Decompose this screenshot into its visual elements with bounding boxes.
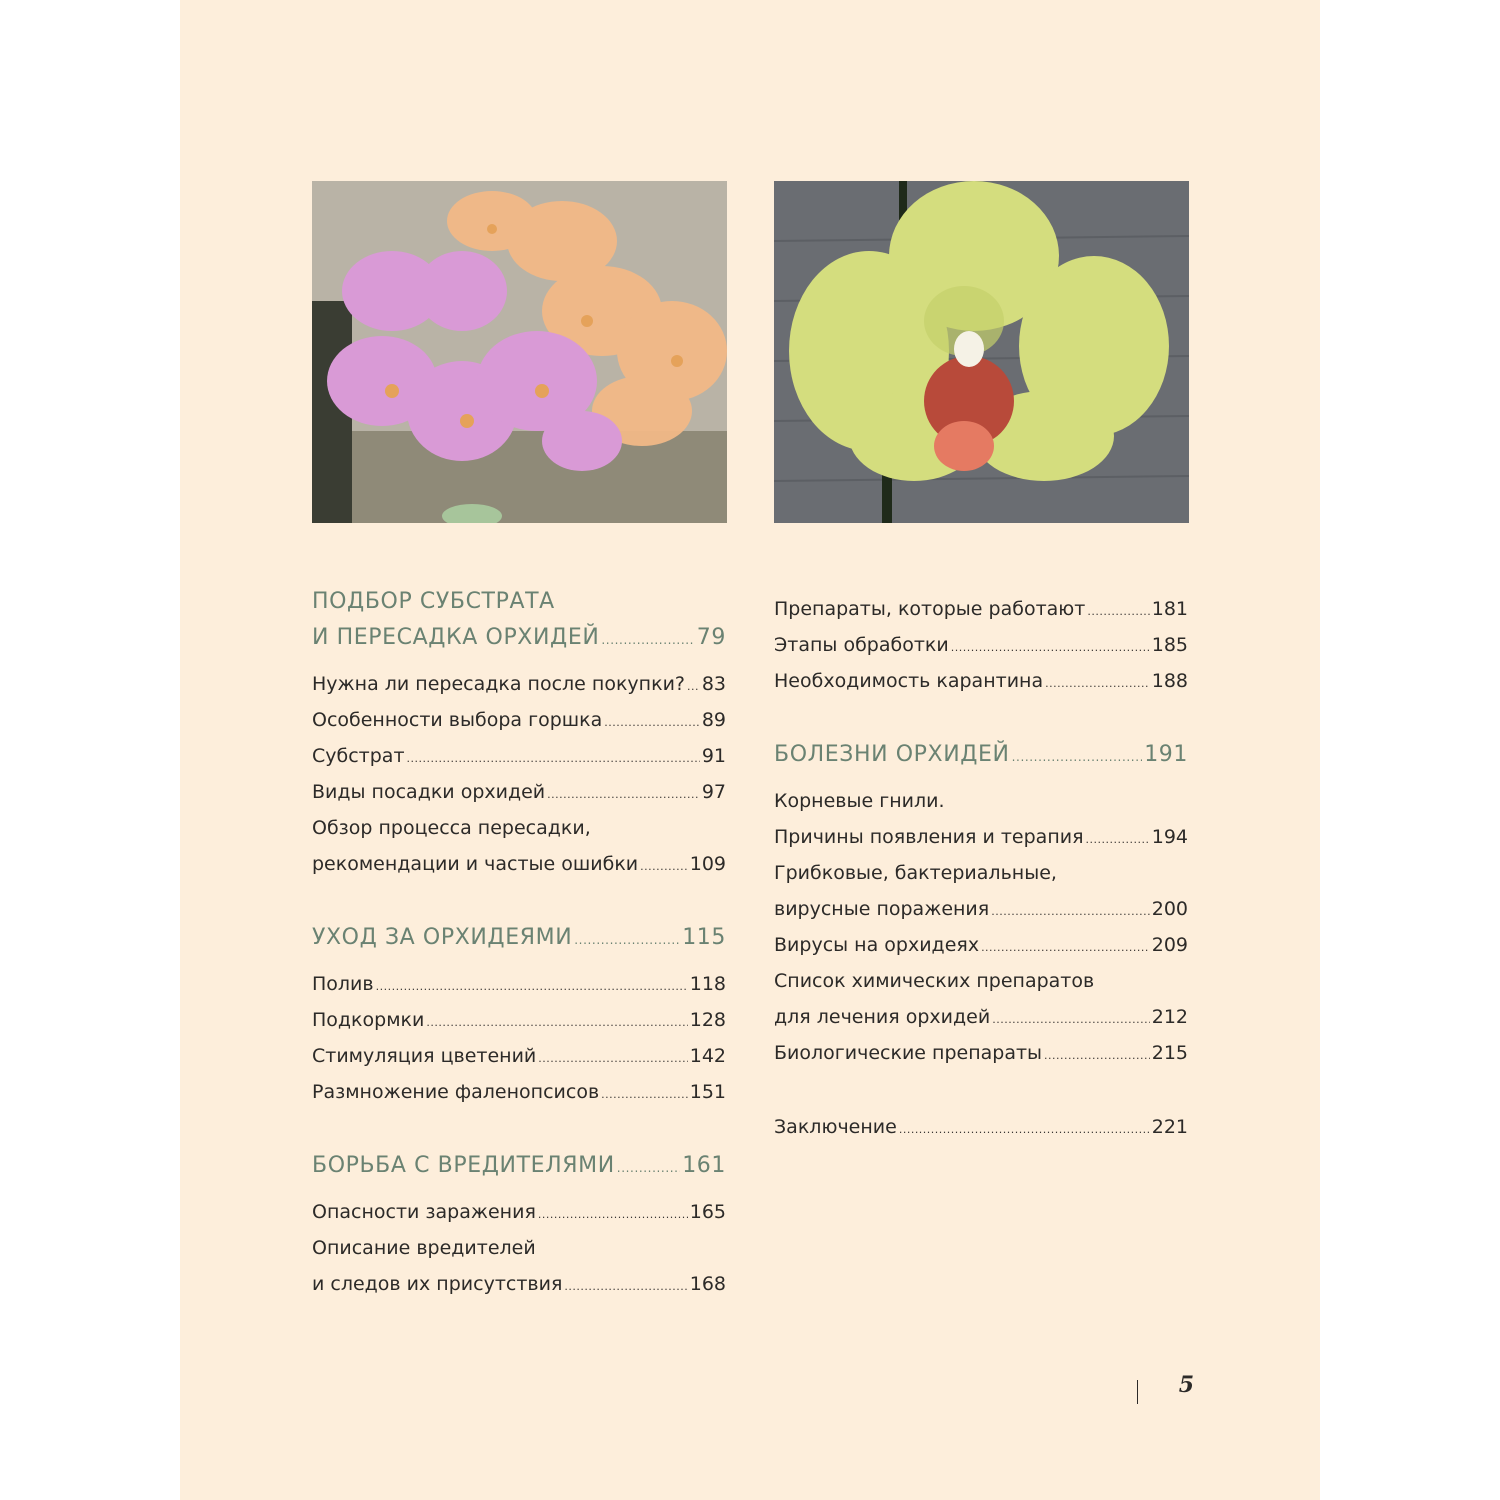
dot-leader <box>426 1005 687 1041</box>
dot-leader <box>538 1197 688 1233</box>
dot-leader <box>574 922 680 958</box>
dot-leader <box>640 849 688 885</box>
toc-entry-text: Размножение фаленопсисов <box>312 1081 600 1103</box>
toc-entry[interactable] <box>312 774 726 810</box>
toc-page-number: 212 <box>1151 1006 1188 1028</box>
toc-page-number: 128 <box>689 1009 726 1031</box>
toc-heading[interactable] <box>312 620 726 656</box>
toc-page-number: 165 <box>689 1201 726 1223</box>
toc-entry-text: Виды посадки орхидей <box>312 781 546 803</box>
toc-page-number: 181 <box>1151 598 1188 620</box>
toc-page-number: 79 <box>696 625 726 650</box>
toc-page-number: 200 <box>1151 898 1188 920</box>
toc-entry[interactable] <box>312 810 726 846</box>
toc-heading-text: БОЛЕЗНИ ОРХИДЕЙ <box>774 742 1010 767</box>
dot-leader <box>617 1150 680 1186</box>
toc-entry[interactable] <box>774 783 1188 819</box>
toc-entry-text: Биологические препараты <box>774 1042 1043 1064</box>
dot-leader <box>538 1041 687 1077</box>
toc-entry-text: Подкормки <box>312 1009 425 1031</box>
toc-entry[interactable] <box>774 891 1188 927</box>
toc-entry[interactable] <box>312 666 726 702</box>
dot-leader <box>1087 594 1149 630</box>
toc-entry-text: Полив <box>312 973 374 995</box>
toc-entry-text: Заключение <box>774 1116 897 1138</box>
dot-leader <box>1044 1038 1150 1074</box>
toc-heading-text: УХОД ЗА ОРХИДЕЯМИ <box>312 925 573 950</box>
dot-leader <box>604 705 700 741</box>
toc-entry[interactable] <box>774 855 1188 891</box>
toc-heading-text: ПОДБОР СУБСТРАТА <box>312 589 555 614</box>
toc-page-number: 151 <box>689 1081 726 1103</box>
dot-leader <box>1045 666 1150 702</box>
toc-entry[interactable] <box>312 966 726 1002</box>
orchid-photo-yellow-illustration <box>774 181 1189 523</box>
dot-leader <box>991 894 1150 930</box>
toc-entry-text: Грибковые, бактериальные, <box>774 862 1057 884</box>
toc-entry-text: Описание вредителей <box>312 1237 536 1259</box>
toc-heading[interactable] <box>312 1148 726 1184</box>
dot-leader <box>376 969 688 1005</box>
toc-heading-text: И ПЕРЕСАДКА ОРХИДЕЙ <box>312 625 600 650</box>
toc-left-column <box>312 584 726 1302</box>
toc-page-number: 109 <box>689 853 726 875</box>
toc-page-number: 191 <box>1144 742 1188 767</box>
toc-entry[interactable] <box>774 663 1188 699</box>
toc-entry[interactable] <box>774 1035 1188 1071</box>
toc-page-number: 118 <box>689 973 726 995</box>
dot-leader <box>1086 822 1150 858</box>
toc-entry[interactable] <box>774 591 1188 627</box>
dot-leader <box>687 669 700 705</box>
toc-page-number: 185 <box>1151 634 1188 656</box>
toc-entry-text: Опасности заражения <box>312 1201 536 1223</box>
toc-page-number: 142 <box>689 1045 726 1067</box>
toc-page-number: 83 <box>701 673 726 695</box>
orchid-photo-yellow <box>774 181 1189 523</box>
toc-entry[interactable] <box>312 846 726 882</box>
toc-right-column <box>774 591 1188 1145</box>
toc-entry-text: Нужна ли пересадка после покупки? <box>312 673 685 695</box>
toc-entry-conclusion[interactable] <box>774 1109 1188 1145</box>
dot-leader <box>564 1269 687 1305</box>
toc-heading-text: БОРЬБА С ВРЕДИТЕЛЯМИ <box>312 1153 615 1178</box>
toc-entry-text: Список химических препаратов <box>774 970 1095 992</box>
toc-entry[interactable] <box>312 1038 726 1074</box>
toc-page-number: 91 <box>701 745 726 767</box>
toc-entry[interactable] <box>774 627 1188 663</box>
toc-entry-text: Обзор процесса пересадки, <box>312 817 591 839</box>
toc-entry-text: Вирусы на орхидеях <box>774 934 980 956</box>
toc-entry[interactable] <box>774 927 1188 963</box>
dot-leader <box>899 1112 1150 1148</box>
toc-entry[interactable] <box>312 1266 726 1302</box>
toc-entry-text: вирусные поражения <box>774 898 990 920</box>
toc-page-number: 161 <box>682 1153 726 1178</box>
book-page <box>180 0 1320 1500</box>
toc-page-number: 194 <box>1151 826 1188 848</box>
toc-entry-text: Необходимость карантина <box>774 670 1044 692</box>
toc-entry-text: рекомендации и частые ошибки <box>312 853 639 875</box>
dot-leader <box>981 930 1150 966</box>
toc-entry[interactable] <box>312 1074 726 1110</box>
toc-entry[interactable] <box>774 963 1188 999</box>
toc-entry-text: Корневые гнили. <box>774 790 945 812</box>
toc-page-number: 188 <box>1151 670 1188 692</box>
dot-leader <box>407 741 700 777</box>
dot-leader <box>951 630 1150 666</box>
toc-page-number: 168 <box>689 1273 726 1295</box>
toc-page-number: 97 <box>701 781 726 803</box>
toc-heading[interactable] <box>312 584 726 620</box>
toc-page-number: 115 <box>682 925 726 950</box>
dot-leader <box>547 777 700 813</box>
toc-entry-text: Причины появления и терапия <box>774 826 1084 848</box>
toc-entry-text: Этапы обработки <box>774 634 949 656</box>
toc-entry-text: Особенности выбора горшка <box>312 709 603 731</box>
toc-entry[interactable] <box>312 1002 726 1038</box>
toc-heading[interactable] <box>774 737 1188 773</box>
toc-entry[interactable] <box>312 738 726 774</box>
toc-page-number: 89 <box>701 709 726 731</box>
dot-leader <box>992 1002 1150 1038</box>
orchid-photo-pink <box>312 181 727 523</box>
toc-entry-text: Препараты, которые работают <box>774 598 1086 620</box>
toc-heading[interactable] <box>312 920 726 956</box>
toc-entry[interactable] <box>312 702 726 738</box>
toc-entry[interactable] <box>774 819 1188 855</box>
toc-entry-text: для лечения орхидей <box>774 1006 991 1028</box>
toc-entry[interactable] <box>312 1194 726 1230</box>
toc-entry-text: Субстрат <box>312 745 405 767</box>
dot-leader <box>601 1077 688 1113</box>
toc-page-number: 221 <box>1151 1116 1188 1138</box>
orchid-photo-pink-illustration <box>312 181 727 523</box>
toc-entry[interactable] <box>312 1230 726 1266</box>
toc-entry-text: Стимуляция цветений <box>312 1045 537 1067</box>
toc-entry-text: и следов их присутствия <box>312 1273 563 1295</box>
toc-entry[interactable] <box>774 999 1188 1035</box>
toc-page-number: 215 <box>1151 1042 1188 1064</box>
page-number-divider <box>1137 1380 1138 1404</box>
dot-leader <box>1012 739 1143 775</box>
toc-page-number: 209 <box>1151 934 1188 956</box>
dot-leader <box>601 622 694 658</box>
page-number: 5 <box>1178 1372 1194 1398</box>
